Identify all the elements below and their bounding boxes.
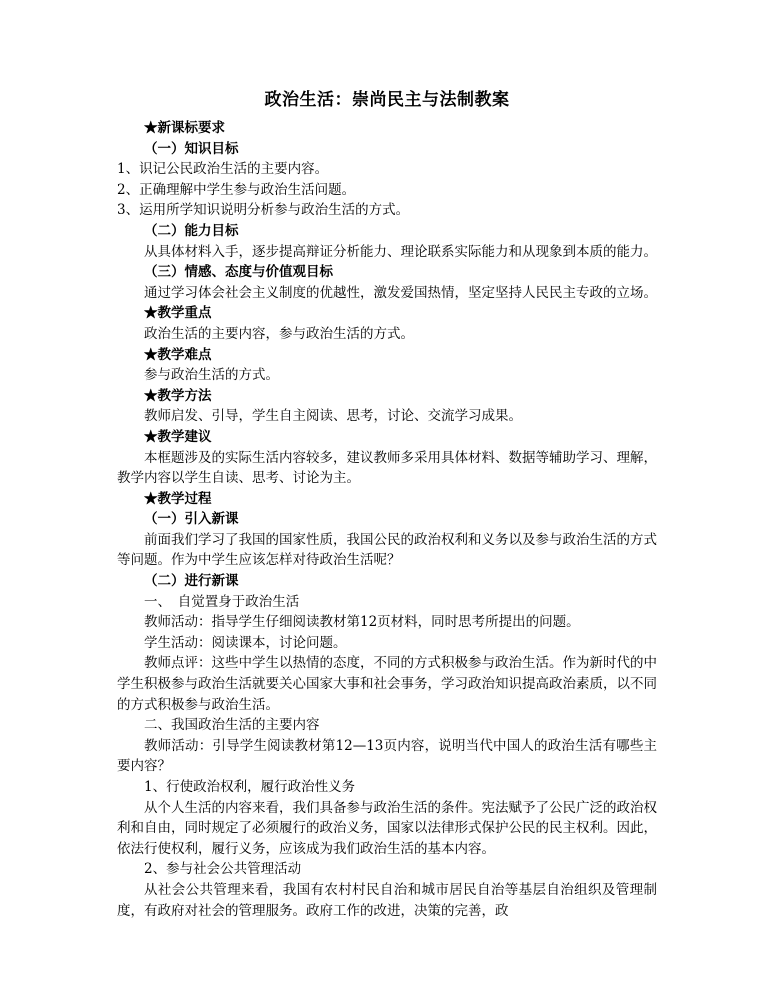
paragraph: 1、行使政治权利，履行政治性义务 xyxy=(144,779,356,795)
document-page xyxy=(117,88,657,921)
section-heading: ★教学建议 xyxy=(144,428,212,445)
section-heading: （一）引入新课 xyxy=(144,511,239,528)
paragraph: 3、运用所学知识说明分析参与政治生活的方式。 xyxy=(117,202,410,219)
paragraph: 教师活动：指导学生仔细阅读教材第12页材料，同时思考所提出的问题。 xyxy=(144,614,580,631)
paragraph: 2、参与社会公共管理活动 xyxy=(144,861,302,878)
section-heading: ★教学方法 xyxy=(144,387,212,404)
paragraph: 从具体材料入手，逐步提高辩证分析能力、理论联系实际能力和从现象到本质的能力。 xyxy=(144,243,657,260)
document-body xyxy=(117,118,657,921)
paragraph: 2、正确理解中学生参与政治生活问题。 xyxy=(117,181,356,198)
paragraph: 政治生活的主要内容，参与政治生活的方式。 xyxy=(144,325,414,342)
section-heading: ★教学过程 xyxy=(144,490,212,507)
paragraph: 通过学习体会社会主义制度的优越性，激发爱国热情，坚定坚持人民民主专政的立场。 xyxy=(144,284,657,301)
section-heading: ★新课标要求 xyxy=(144,120,225,136)
section-heading: （二）能力目标 xyxy=(144,222,239,239)
section-heading: （一）知识目标 xyxy=(144,140,239,157)
paragraph: 前面我们学习了我国的国家性质，我国公民的政治权利和义务以及参与政治生活的方式等问题。作为中学生应该怎样对待政治生活呢？ xyxy=(117,531,657,569)
paragraph: 二、我国政治生活的主要内容 xyxy=(144,717,320,734)
paragraph: 教师启发、引导，学生自主阅读、思考，讨论、交流学习成果。 xyxy=(144,408,522,425)
section-heading: （二）进行新课 xyxy=(144,573,239,590)
paragraph: 参与政治生活的方式。 xyxy=(144,367,279,384)
document-title: 政治生活：崇尚民主与法制教案 xyxy=(264,90,510,110)
paragraph: 教师点评：这些中学生以热情的态度，不同的方式积极参与政治生活。作为新时代的中学生积极参与政治生活就要关心国家大事和社会事务，学习政治知识提高政治素质，以不同的方式积极参与政治生活。 xyxy=(117,655,657,713)
section-heading: ★教学重点 xyxy=(144,305,212,322)
section-heading: （三）情感、态度与价值观目标 xyxy=(144,264,333,281)
paragraph: 一、 自觉置身于政治生活 xyxy=(144,593,300,610)
paragraph: 本框题涉及的实际生活内容较多，建议教师多采用具体材料、数据等辅助学习、理解，教学内容以学生自读、思考、讨论为主。 xyxy=(117,449,657,487)
paragraph: 1、识记公民政治生活的主要内容。 xyxy=(117,161,329,178)
paragraph: 学生活动：阅读课本，讨论问题。 xyxy=(144,634,347,651)
paragraph: 从社会公共管理来看，我国有农村村民自治和城市居民自治等基层自治组织及管理制度，有政府对社会的管理服务。政府工作的改进，决策的完善，政 xyxy=(117,881,657,919)
paragraph: 从个人生活的内容来看，我们具备参与政治生活的条件。宪法赋予了公民广泛的政治权利和自由，同时规定了必须履行的政治义务，国家以法律形式保护公民的民主权利。因此，依法行使权利，履行义务，应该成为我们政治生活的基本内容。 xyxy=(117,799,657,857)
section-heading: ★教学难点 xyxy=(144,346,212,363)
paragraph: 教师活动：引导学生阅读教材第12—13页内容，说明当代中国人的政治生活有哪些主要内容？ xyxy=(117,737,657,775)
